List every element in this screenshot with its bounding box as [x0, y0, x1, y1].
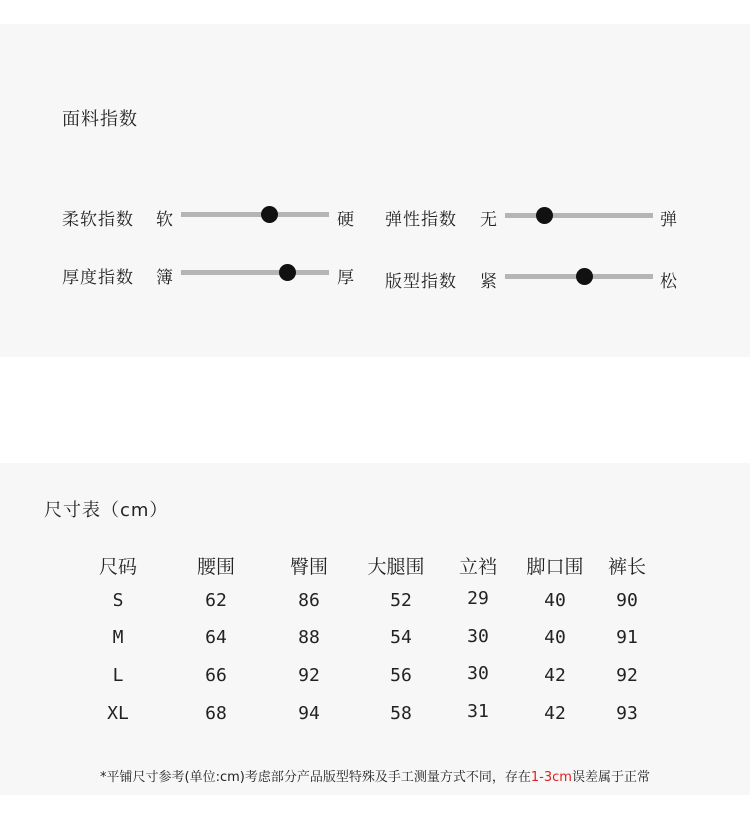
fabric-index-panel [0, 24, 750, 357]
column-header-waist: 腰围 [196, 556, 235, 578]
softness-label: 柔软指数 [62, 210, 134, 230]
fabric-index-title: 面料指数 [62, 109, 138, 130]
table-cell: 40 [544, 590, 566, 611]
column-header-thigh: 大腿围 [367, 556, 425, 578]
elasticity-high-label: 弹 [660, 210, 677, 230]
table-cell: 40 [544, 627, 566, 648]
column-header-size: 尺码 [98, 556, 137, 578]
footnote-suffix: 误差属于正常 [571, 770, 650, 785]
table-cell: 66 [205, 665, 227, 686]
table-cell: 93 [616, 703, 638, 724]
table-cell: 42 [544, 665, 566, 686]
table-cell: 31 [467, 701, 489, 722]
table-cell: 64 [205, 627, 227, 648]
table-cell: 94 [298, 703, 320, 724]
table-cell: 90 [616, 590, 638, 611]
elasticity-label: 弹性指数 [385, 210, 457, 230]
thickness-high-label: 厚 [337, 268, 354, 288]
elasticity-low-label: 无 [480, 210, 497, 230]
thickness-label: 厚度指数 [62, 268, 134, 288]
fit-high-label: 松 [660, 272, 677, 292]
table-cell: 30 [467, 626, 489, 647]
table-cell: 42 [544, 703, 566, 724]
thickness-slider-knob [279, 264, 296, 281]
table-cell: 56 [390, 665, 412, 686]
elasticity-slider-track [505, 213, 653, 218]
table-cell: 68 [205, 703, 227, 724]
table-cell: 92 [616, 665, 638, 686]
table-cell: XL [107, 703, 129, 724]
column-header-leg-opening: 脚口围 [526, 556, 584, 578]
thickness-low-label: 簿 [156, 268, 173, 288]
table-cell: 29 [467, 588, 489, 609]
table-cell: M [112, 627, 124, 648]
column-header-hip: 臀围 [289, 556, 328, 578]
table-cell: L [112, 665, 124, 686]
thickness-slider-track [181, 270, 329, 275]
table-cell: 88 [298, 627, 320, 648]
softness-low-label: 软 [156, 210, 173, 230]
table-cell: S [112, 590, 124, 611]
footnote-prefix: *平铺尺寸参考(单位:cm)考虑部分产品版型特殊及手工测量方式不同，存在 [100, 770, 531, 785]
table-cell: 62 [205, 590, 227, 611]
table-cell: 92 [298, 665, 320, 686]
table-cell: 54 [390, 627, 412, 648]
table-cell: 91 [616, 627, 638, 648]
column-header-rise: 立裆 [458, 556, 497, 578]
table-cell: 30 [467, 663, 489, 684]
size-table-title: 尺寸表（cm） [44, 500, 169, 521]
table-cell: 86 [298, 590, 320, 611]
column-header-length: 裤长 [607, 556, 646, 578]
fit-low-label: 紧 [480, 272, 497, 292]
measurement-footnote [0, 766, 750, 785]
softness-high-label: 硬 [337, 210, 354, 230]
fit-label: 版型指数 [385, 272, 457, 292]
softness-slider-track [181, 212, 329, 217]
table-cell: 52 [390, 590, 412, 611]
table-cell: 58 [390, 703, 412, 724]
footnote-error-range: 1-3cm [530, 770, 572, 785]
